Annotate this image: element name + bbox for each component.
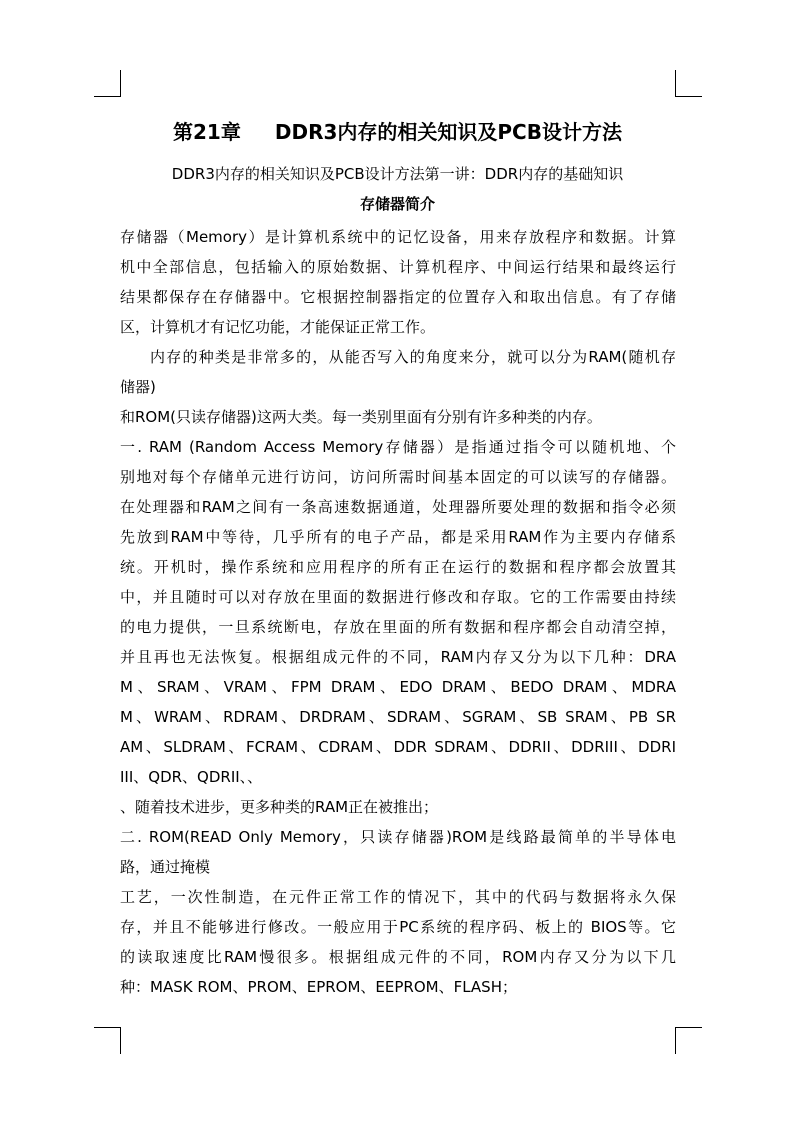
body-line: 机中全部信息，包括输入的原始数据、计算机程序、中间运行结果和最终运行 bbox=[120, 258, 676, 276]
chapter-number: 第21章 bbox=[173, 120, 241, 144]
chapter-title-text: DDR3内存的相关知识及PCB设计方法 bbox=[274, 120, 622, 144]
crop-mark-bottom-left bbox=[94, 1027, 121, 1054]
body-line: M、SRAM、VRAM、FPM DRAM、EDO DRAM、BEDO DRAM、MDRA bbox=[120, 678, 676, 696]
body-line: 结果都保存在存储器中。它根据控制器指定的位置存入和取出信息。有了存储 bbox=[120, 288, 676, 306]
body-line: 一. RAM (Random Access Memory存储器）是指通过指令可以随机地、个 bbox=[120, 438, 676, 456]
body-text bbox=[120, 222, 676, 1002]
body-line: 并且再也无法恢复。根据组成元件的不同，RAM内存又分为以下几种：DRA bbox=[120, 648, 676, 666]
body-line: 和ROM(只读存储器)这两大类。每一类别里面有分别有许多种类的内存。 bbox=[120, 408, 602, 426]
body-line: 、随着技术进步，更多种类的RAM正在被推出； bbox=[120, 798, 439, 816]
body-line: 种：MASK ROM、PROM、EPROM、EEPROM、FLASH； bbox=[120, 978, 517, 996]
body-line: 路，通过掩模 bbox=[120, 858, 211, 876]
lecture-subtitle: DDR3内存的相关知识及PCB设计方法第一讲：DDR内存的基础知识 bbox=[171, 165, 624, 183]
body-line: 在处理器和RAM之间有一条高速数据通道，处理器所要处理的数据和指令必须 bbox=[120, 498, 676, 516]
body-line: 储器) bbox=[120, 378, 156, 396]
body-line: 工艺，一次性制造，在元件正常工作的情况下，其中的代码与数据将永久保 bbox=[120, 888, 676, 906]
body-line: 的读取速度比RAM慢很多。根据组成元件的不同，ROM内存又分为以下几 bbox=[120, 948, 676, 966]
body-line: 区，计算机才有记忆功能，才能保证正常工作。 bbox=[120, 318, 436, 336]
body-line: AM、SLDRAM、FCRAM、CDRAM、DDR SDRAM、DDRII、DDRIII、DDRI bbox=[120, 738, 676, 756]
body-line: 先放到RAM中等待，几乎所有的电子产品，都是采用RAM作为主要内存储系 bbox=[120, 528, 676, 546]
section-heading: 存储器简介 bbox=[359, 195, 435, 213]
crop-mark-top-left bbox=[94, 70, 121, 97]
body-line: 别地对每个存储单元进行访问，访问所需时间基本固定的可以读写的存储器。 bbox=[120, 468, 676, 486]
body-line: 的电力提供，一旦系统断电，存放在里面的所有数据和程序都会自动清空掉， bbox=[120, 618, 676, 636]
crop-mark-top-right bbox=[675, 70, 702, 97]
body-line: 存储器（Memory）是计算机系统中的记忆设备，用来存放程序和数据。计算 bbox=[120, 228, 676, 246]
chapter-title bbox=[120, 116, 675, 148]
body-line: 统。开机时，操作系统和应用程序的所有正在运行的数据和程序都会放置其 bbox=[120, 558, 676, 576]
body-line: 二. ROM(READ Only Memory，只读存储器)ROM是线路最简单的半导体电 bbox=[120, 828, 676, 846]
body-line: 内存的种类是非常多的，从能否写入的角度来分，就可以分为RAM(随机存 bbox=[150, 348, 676, 366]
body-line: 中，并且随时可以对存放在里面的数据进行修改和存取。它的工作需要由持续 bbox=[120, 588, 676, 606]
crop-mark-bottom-right bbox=[675, 1027, 702, 1054]
body-line: 存，并且不能够进行修改。一般应用于PC系统的程序码、板上的 BIOS等。它 bbox=[120, 918, 676, 936]
body-line: M、WRAM、RDRAM、DRDRAM、SDRAM、SGRAM、SB SRAM、PB SR bbox=[120, 708, 676, 726]
body-line: III、QDR、QDRII、、 bbox=[120, 768, 263, 786]
